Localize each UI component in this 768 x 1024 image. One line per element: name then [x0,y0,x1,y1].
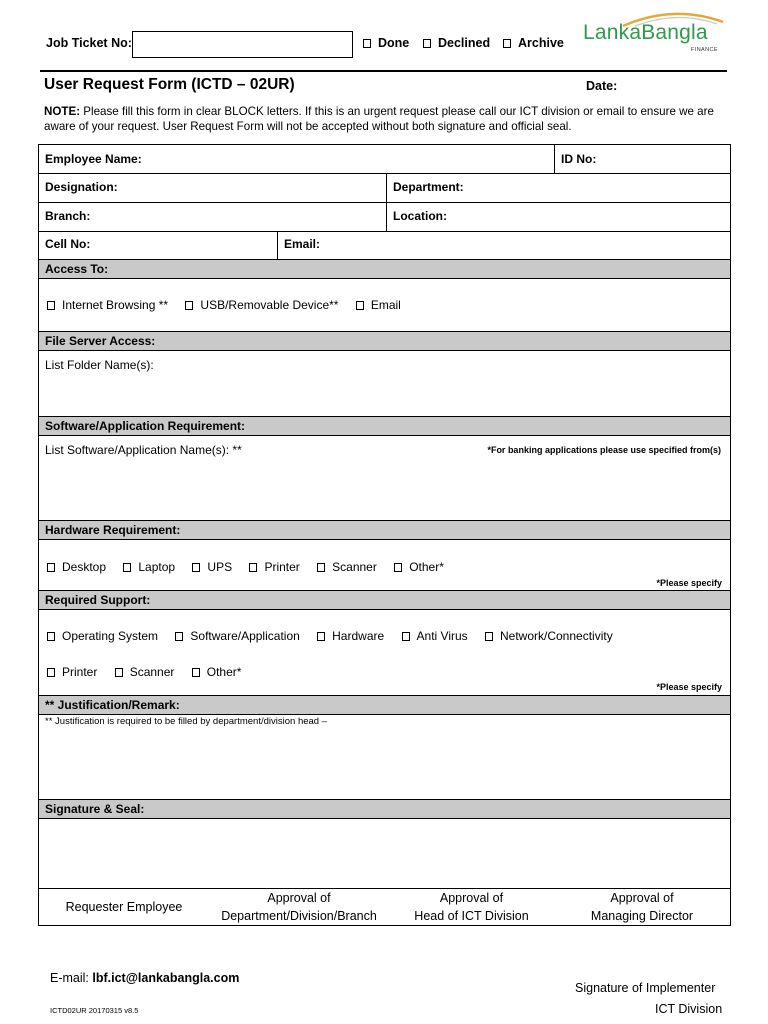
support-option-antivirus[interactable]: Anti Virus [402,629,468,643]
software-title: Software/Application Requirement: [45,419,246,433]
footer-email: E-mail: lbf.ict@lankabangla.com [50,971,240,985]
support-option-hardware[interactable]: Hardware [317,629,384,643]
checkbox[interactable] [249,563,257,572]
approval-ict-head: Approval of Head of ICT Division [414,891,529,923]
checkbox[interactable] [394,563,402,572]
document-code: ICTD02UR 20170315 v8.5 [50,1006,139,1015]
hardware-option-printer[interactable]: Printer [249,560,299,574]
checkbox[interactable] [192,668,200,677]
access-to-title: Access To: [45,262,109,276]
support-options-row1 [47,629,627,643]
support-option-software[interactable]: Software/Application [175,629,299,643]
job-ticket-input[interactable] [132,31,353,58]
support-options-row2 [47,665,255,679]
checkbox[interactable] [356,301,364,310]
justification-title: ** Justification/Remark: [45,698,180,712]
logo-subtext: FINANCE [691,47,718,53]
folder-name-label: List Folder Name(s): [45,358,154,372]
department-label: Department: [393,180,464,194]
checkbox[interactable] [47,563,55,572]
note-text: NOTE: Please fill this form in clear BLOCK letters. If this is an urgent request please call our ICT division or email to ensure we are aware of your request. User Request Form will not be accepted without both signature and official seal. [44,105,714,133]
hardware-option-scanner[interactable]: Scanner [317,560,377,574]
checkbox[interactable] [317,632,325,641]
employee-name-label: Employee Name: [45,152,142,166]
checkbox[interactable] [485,632,493,641]
checkbox[interactable] [47,668,55,677]
checkbox[interactable] [192,563,200,572]
checkbox[interactable] [47,301,55,310]
request-form-table [38,144,731,926]
software-name-label: List Software/Application Name(s): ** [45,443,242,457]
hardware-specify-note: *Please specify [656,578,722,588]
signature-title: Signature & Seal: [45,802,145,816]
support-title: Required Support: [45,593,151,607]
hardware-option-other[interactable]: Other* [394,560,444,574]
date-label: Date: [586,79,618,93]
branch-label: Branch: [45,209,91,223]
checkbox[interactable] [47,632,55,641]
hardware-option-ups[interactable]: UPS [192,560,232,574]
email-label: Email: [284,237,321,251]
designation-label: Designation: [45,180,118,194]
support-option-network[interactable]: Network/Connectivity [485,629,613,643]
support-specify-note: *Please specify [656,682,722,692]
status-declined[interactable]: Declined [423,36,490,50]
checkbox[interactable] [317,563,325,572]
access-option-internet[interactable]: Internet Browsing ** [47,298,168,312]
access-options [47,298,415,312]
hardware-option-laptop[interactable]: Laptop [123,560,175,574]
logo-text: LankaBangla [583,21,708,44]
section-bar-access [39,260,730,278]
checkbox[interactable] [185,301,193,310]
checkbox[interactable] [175,632,183,641]
justification-note: ** Justification is required to be filled by department/division head – [45,716,327,727]
support-option-os[interactable]: Operating System [47,629,158,643]
approval-requester: Requester Employee [65,900,183,914]
file-server-title: File Server Access: [45,334,156,348]
header-divider [40,70,727,72]
archive-checkbox[interactable] [503,39,511,48]
location-label: Location: [393,209,447,223]
page-title: User Request Form (ICTD – 02UR) [44,76,295,93]
footer-email-link[interactable]: lbf.ict@lankabangla.com [92,971,240,985]
implementer-division-label: ICT Division [655,1002,723,1016]
checkbox[interactable] [402,632,410,641]
access-option-email[interactable]: Email [356,298,401,312]
access-option-usb[interactable]: USB/Removable Device** [185,298,338,312]
checkbox[interactable] [115,668,123,677]
approval-managing-director: Approval of Managing Director [590,891,694,923]
status-archive[interactable]: Archive [503,36,564,50]
support-option-printer[interactable]: Printer [47,665,97,679]
done-checkbox[interactable] [363,39,371,48]
support-option-other[interactable]: Other* [192,665,242,679]
support-option-scanner[interactable]: Scanner [115,665,175,679]
checkbox[interactable] [123,563,131,572]
implementer-signature-label: Signature of Implementer [575,981,716,995]
hardware-option-desktop[interactable]: Desktop [47,560,106,574]
status-done[interactable]: Done [363,36,409,50]
declined-checkbox[interactable] [423,39,431,48]
hardware-title: Hardware Requirement: [45,523,181,537]
cell-no-label: Cell No: [45,237,91,251]
id-no-label: ID No: [561,152,597,166]
approval-department: Approval of Department/Division/Branch [221,891,377,923]
banking-apps-note: *For banking applications please use specified from(s) [487,445,721,455]
job-ticket-label: Job Ticket No: [46,36,132,50]
hardware-options [47,560,458,574]
